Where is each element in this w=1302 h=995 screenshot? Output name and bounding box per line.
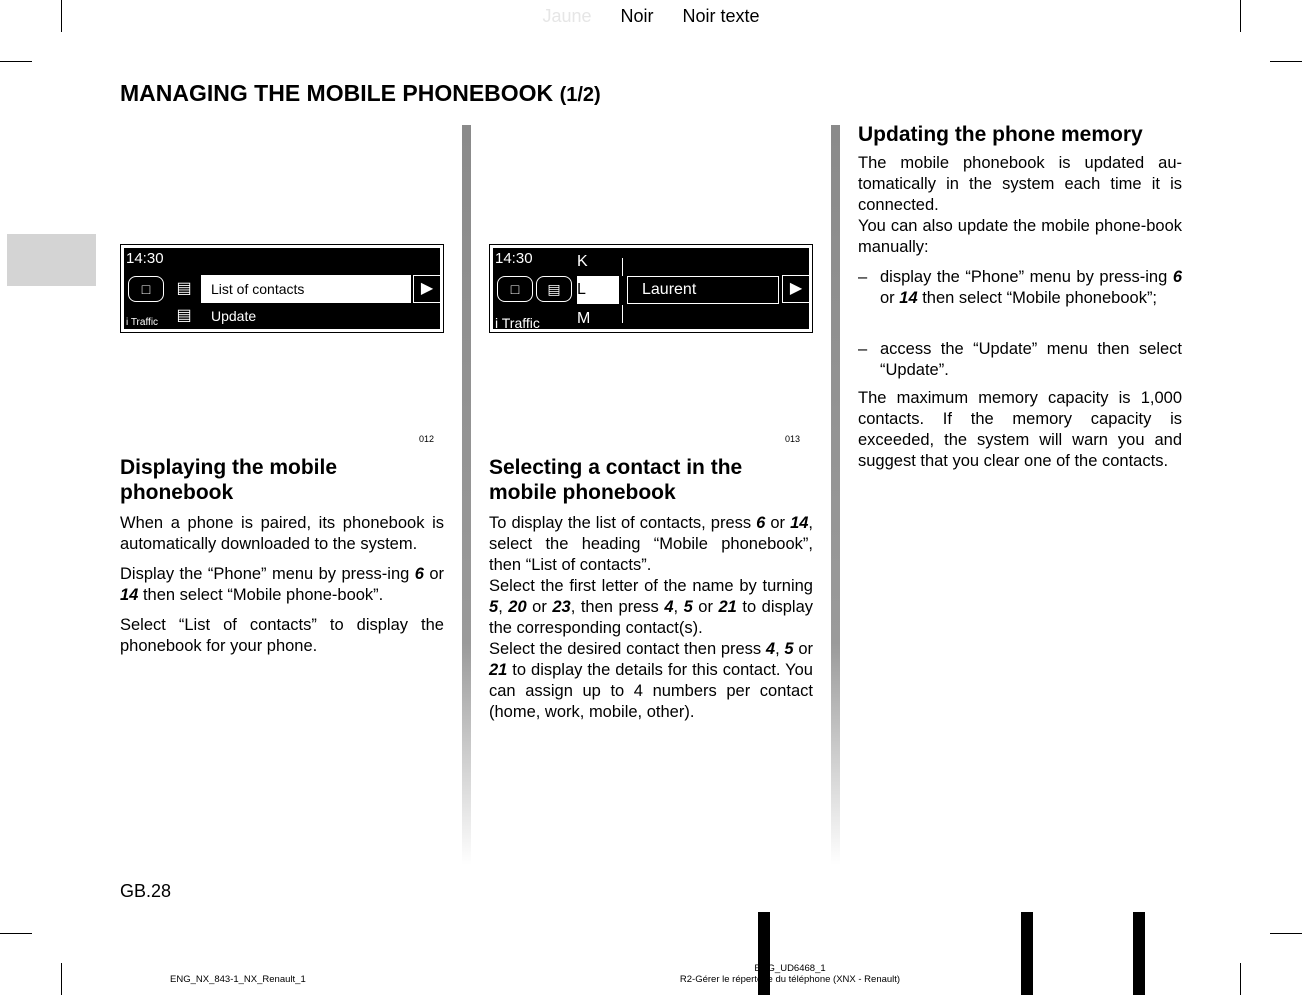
column-divider xyxy=(462,125,471,865)
crop-mark xyxy=(0,933,32,934)
letter-k[interactable]: K xyxy=(577,253,588,270)
crop-mark xyxy=(61,963,62,995)
footer-left: ENG_NX_843-1_NX_Renault_1 xyxy=(170,974,306,985)
crop-mark xyxy=(0,61,32,62)
color-label-noir: Noir xyxy=(620,6,654,26)
footer-center-line2: R2-Gérer le répertoire du téléphone (XNX - Renault) xyxy=(679,974,901,985)
crop-mark xyxy=(1270,61,1302,62)
paragraph: The mobile phonebook is updated au-tomatically in the system each time it is connected. xyxy=(858,154,1182,214)
paragraph: Select the first letter of the name by turning 5, 20 or 23, then press 4, 5 or 21 to display the corresponding contact(s). xyxy=(489,577,814,637)
crop-mark xyxy=(1240,963,1241,995)
page-title xyxy=(120,80,601,107)
figure-number: 012 xyxy=(419,434,435,444)
page-title-part: (1/2) xyxy=(559,84,601,106)
footer-center xyxy=(640,963,940,985)
bullet-list xyxy=(858,339,1182,381)
paragraph: Display the “Phone” menu by press-ing 6 or 14 then select “Mobile phone-book”. xyxy=(120,565,444,604)
letter-separator xyxy=(622,258,623,276)
paragraph: When a phone is paired, its phonebook is automatically downloaded to the system. xyxy=(120,514,444,553)
letter-label: L xyxy=(577,281,586,298)
section-heading: Updating the phone memory xyxy=(858,123,1143,146)
paragraph: Select “List of contacts” to display the phonebook for your phone. xyxy=(120,616,444,655)
paragraph: To display the list of contacts, press 6 or 14, select the heading “Mobile phonebook”, then “List of contacts”. xyxy=(489,514,814,574)
next-arrow-icon[interactable]: ▶ xyxy=(782,275,810,303)
registration-bar xyxy=(1021,912,1033,995)
section-heading: Selecting a contact in the mobile phonebook xyxy=(489,456,743,504)
phone-icon: □ xyxy=(497,276,533,302)
next-arrow-icon[interactable]: ▶ xyxy=(413,275,441,303)
letter-separator xyxy=(622,305,623,323)
section-tab xyxy=(7,234,96,286)
column-2 xyxy=(489,455,813,723)
letter-l-selected[interactable] xyxy=(577,276,619,304)
paragraph: You can also update the mobile phone-book manually: xyxy=(858,217,1182,256)
menu-item-update[interactable] xyxy=(211,305,256,327)
color-label-noir-texte: Noir texte xyxy=(682,6,760,26)
traffic-label: i Traffic xyxy=(495,315,540,331)
clock: 14:30 xyxy=(495,250,533,267)
column-1 xyxy=(120,455,444,657)
phone-icon: □ xyxy=(128,276,164,302)
color-label-jaune: Jaune xyxy=(542,6,592,26)
paragraph: The maximum memory capacity is 1,000 contacts. If the memory capacity is exceeded, the system will warn you and suggest that you clear one of the contacts. xyxy=(858,389,1182,470)
menu-item-list-of-contacts[interactable] xyxy=(201,275,411,303)
color-separation-labels xyxy=(0,6,1302,27)
crop-mark xyxy=(1270,933,1302,934)
page-number: GB.28 xyxy=(120,881,172,901)
bullet-item: – display the “Phone” menu by press-ing 6 or 14 then select “Mobile phonebook”; xyxy=(858,268,1182,307)
letter-m[interactable]: M xyxy=(577,310,591,327)
display-screen-list xyxy=(120,244,444,333)
phonebook-icon: ▤ xyxy=(176,280,192,297)
registration-bar xyxy=(1133,912,1145,995)
clock: 14:30 xyxy=(126,250,164,267)
bullet-item: – access the “Update” menu then select “Update”. xyxy=(858,340,1182,379)
phonebook-icon: ▤ xyxy=(536,276,572,302)
bullet-list xyxy=(858,267,1182,339)
figure-number: 013 xyxy=(785,434,801,444)
contact-entry-laurent[interactable] xyxy=(627,276,779,304)
contact-name: Laurent xyxy=(642,281,697,298)
paragraph: Select the desired contact then press 4, 5 or 21 to display the details for this contact. You can assign up to 4 numbers per contact (home, work, mobile, other). xyxy=(489,640,814,721)
column-3 xyxy=(858,122,1182,472)
menu-item-label: List of contacts xyxy=(211,281,305,297)
section-heading: Displaying the mobile phonebook xyxy=(120,456,338,504)
phonebook-icon: ▤ xyxy=(176,307,192,324)
footer-center-line1: ENG_UD6468_1 xyxy=(754,963,826,974)
column-divider xyxy=(831,125,840,865)
display-screen-contacts xyxy=(489,244,813,333)
page-title-main: MANAGING THE MOBILE PHONEBOOK xyxy=(120,80,554,106)
traffic-label: i Traffic xyxy=(126,317,159,328)
menu-item-label: Update xyxy=(211,308,257,324)
